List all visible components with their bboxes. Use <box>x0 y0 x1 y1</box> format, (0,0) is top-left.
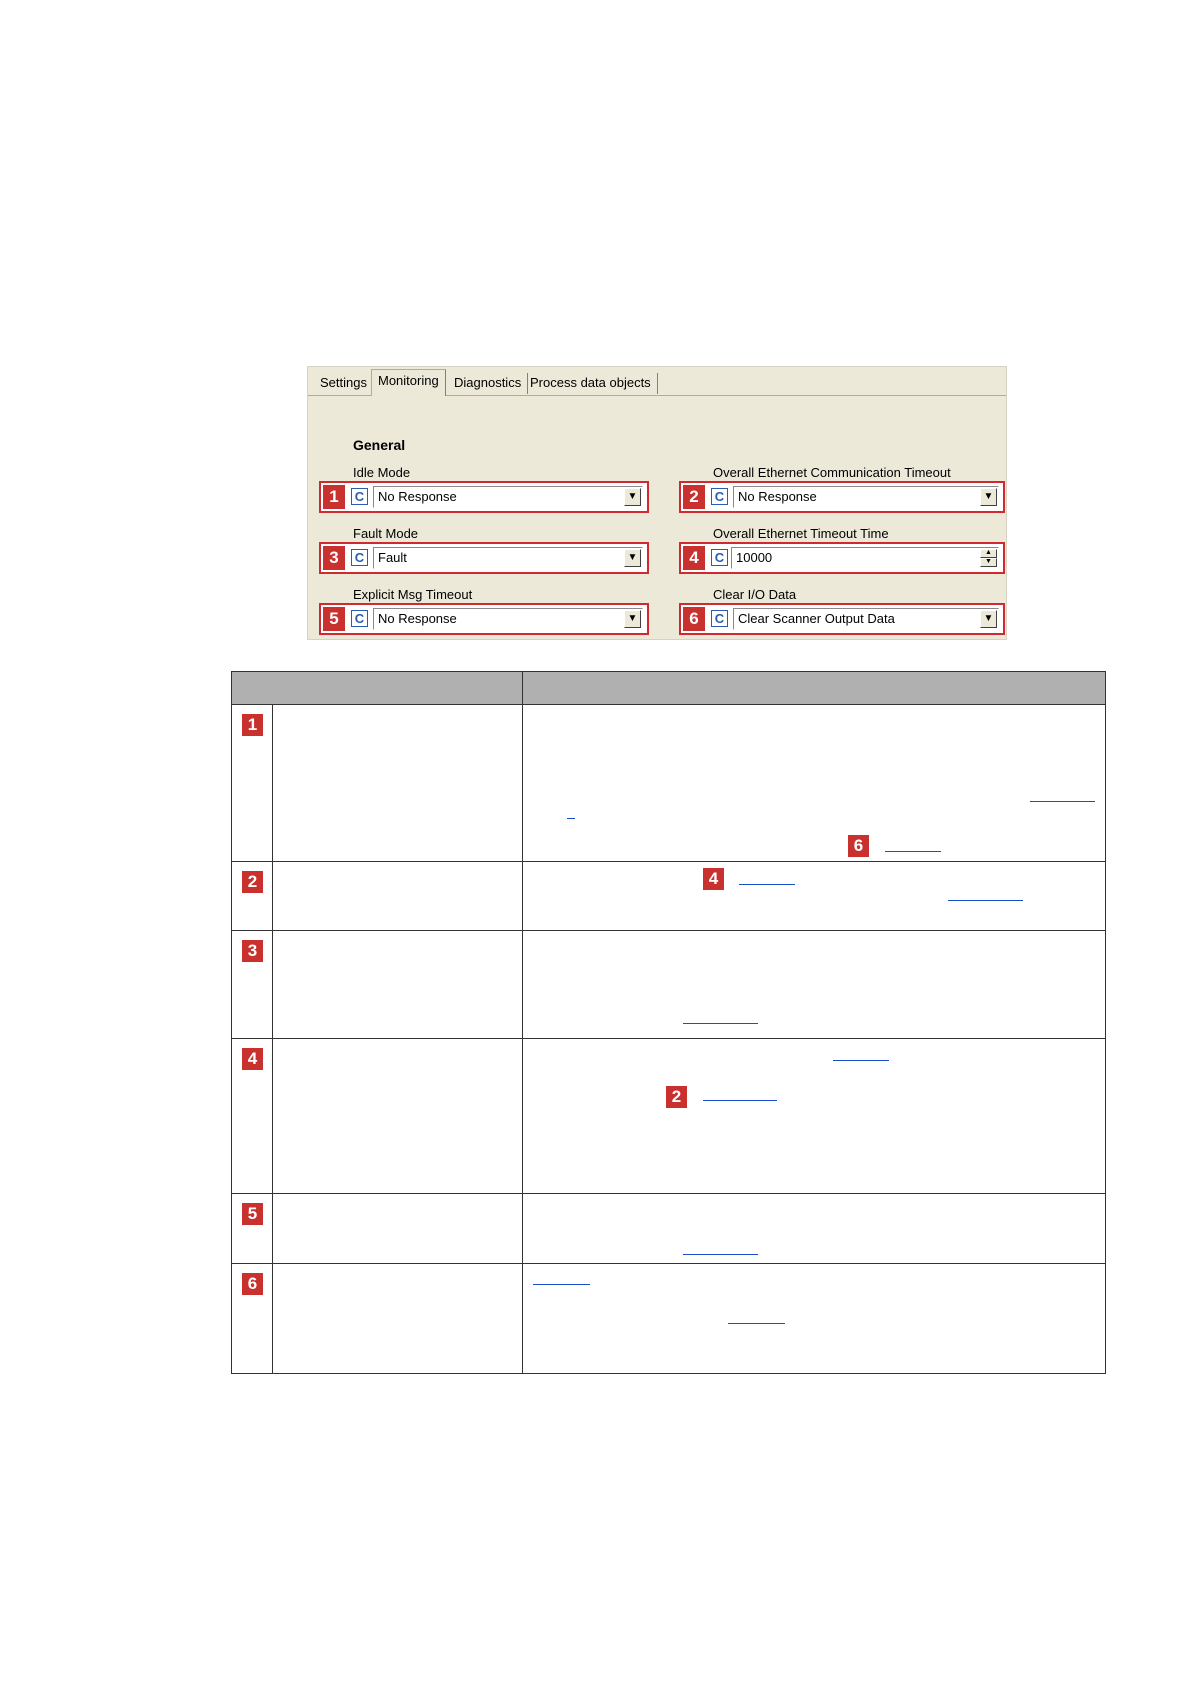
row-description-cell <box>523 1194 1106 1264</box>
table-row <box>232 1039 1106 1194</box>
description-table <box>231 671 1106 1374</box>
idle-mode-dropdown[interactable] <box>373 486 643 508</box>
table-header-cell <box>523 672 1106 705</box>
row-number-cell <box>232 931 273 1039</box>
overall-ethernet-timeout-time-field <box>679 542 1005 574</box>
explicit-msg-timeout-value: No Response <box>378 611 457 626</box>
explicit-msg-timeout-dropdown[interactable] <box>373 608 643 630</box>
row-description-cell <box>523 862 1106 931</box>
idle-mode-label: Idle Mode <box>353 465 411 480</box>
c-icon: C <box>711 488 728 505</box>
callout-badge: 3 <box>242 940 263 962</box>
c-icon: C <box>351 488 368 505</box>
row-number-cell <box>232 1264 273 1374</box>
callout-badge: 6 <box>242 1273 263 1295</box>
cross-reference-link[interactable] <box>885 851 941 852</box>
cross-reference-link[interactable] <box>533 1284 590 1285</box>
callout-badge: 6 <box>683 607 705 631</box>
overall-ethernet-communication-timeout-field <box>679 481 1005 513</box>
callout-badge: 6 <box>848 835 869 857</box>
row-name-cell <box>273 1264 523 1374</box>
callout-badge: 3 <box>323 546 345 570</box>
clear-io-data-dropdown[interactable] <box>733 608 999 630</box>
section-title: General <box>353 437 406 453</box>
row-description-cell <box>523 705 1106 862</box>
row-number-cell <box>232 1194 273 1264</box>
dropdown-arrow-icon[interactable]: ▼ <box>980 488 997 506</box>
row-description-cell <box>523 1039 1106 1194</box>
tab-diagnostics[interactable]: Diagnostics <box>448 373 528 394</box>
tab-monitoring[interactable]: Monitoring <box>371 369 446 396</box>
callout-badge: 2 <box>242 871 263 893</box>
idle-mode-field <box>319 481 649 513</box>
callout-badge: 4 <box>242 1048 263 1070</box>
row-name-cell <box>273 1039 523 1194</box>
callout-badge: 1 <box>323 485 345 509</box>
fault-mode-value: Fault <box>378 550 407 565</box>
cross-reference-link[interactable] <box>567 818 575 819</box>
overall-ethernet-communication-timeout-dropdown[interactable] <box>733 486 999 508</box>
idle-mode-value: No Response <box>378 489 457 504</box>
c-icon: C <box>711 610 728 627</box>
dropdown-arrow-icon[interactable]: ▼ <box>980 610 997 628</box>
cross-reference-link[interactable] <box>683 1254 758 1255</box>
spin-down-icon[interactable]: ▼ <box>980 558 997 567</box>
callout-badge: 2 <box>666 1086 687 1108</box>
monitoring-dialog <box>307 366 1007 640</box>
table-header-row <box>232 672 1106 705</box>
monitoring-tab-body <box>308 395 1006 639</box>
callout-badge: 4 <box>703 868 724 890</box>
table-row <box>232 862 1106 931</box>
tab-process-data-objects[interactable]: Process data objects <box>524 373 658 394</box>
spin-up-icon[interactable]: ▲ <box>980 549 997 558</box>
table-row <box>232 931 1106 1039</box>
table-row <box>232 705 1106 862</box>
cross-reference-link[interactable] <box>833 1060 889 1061</box>
cross-reference-link[interactable] <box>703 1100 777 1101</box>
overall-ethernet-timeout-time-value: 10000 <box>736 550 773 565</box>
cross-reference-link[interactable] <box>739 884 795 885</box>
c-icon: C <box>351 610 368 627</box>
dropdown-arrow-icon[interactable]: ▼ <box>624 549 641 567</box>
tab-strip <box>308 367 1006 396</box>
callout-badge: 4 <box>683 546 705 570</box>
explicit-msg-timeout-label: Explicit Msg Timeout <box>353 587 473 602</box>
fault-mode-dropdown[interactable] <box>373 547 643 569</box>
row-name-cell <box>273 1194 523 1264</box>
cross-reference-link[interactable] <box>728 1323 785 1324</box>
c-icon: C <box>351 549 368 566</box>
row-number-cell <box>232 862 273 931</box>
overall-ethernet-timeout-time-label: Overall Ethernet Timeout Time <box>713 526 889 541</box>
clear-io-data-value: Clear Scanner Output Data <box>738 611 895 626</box>
row-name-cell <box>273 931 523 1039</box>
overall-ethernet-timeout-time-input[interactable] <box>731 547 999 569</box>
table-header-cell <box>232 672 523 705</box>
table-row <box>232 1194 1106 1264</box>
overall-ethernet-communication-timeout-value: No Response <box>738 489 817 504</box>
cross-reference-link[interactable] <box>948 900 1023 901</box>
cross-reference-link[interactable] <box>1030 801 1095 802</box>
callout-badge: 1 <box>242 714 263 736</box>
callout-badge: 2 <box>683 485 705 509</box>
row-name-cell <box>273 862 523 931</box>
fault-mode-label: Fault Mode <box>353 526 419 541</box>
callout-badge: 5 <box>242 1203 263 1225</box>
table-row <box>232 1264 1106 1374</box>
explicit-msg-timeout-field <box>319 603 649 635</box>
row-description-cell <box>523 931 1106 1039</box>
spin-up-down-icon[interactable] <box>980 549 997 567</box>
overall-ethernet-communication-timeout-label: Overall Ethernet Communication Timeout <box>713 465 951 480</box>
c-icon: C <box>711 549 728 566</box>
dropdown-arrow-icon[interactable]: ▼ <box>624 488 641 506</box>
clear-io-data-label: Clear I/O Data <box>713 587 797 602</box>
clear-io-data-field <box>679 603 1005 635</box>
row-name-cell <box>273 705 523 862</box>
callout-badge: 5 <box>323 607 345 631</box>
tab-settings[interactable]: Settings <box>314 373 374 394</box>
fault-mode-field <box>319 542 649 574</box>
row-number-cell <box>232 1039 273 1194</box>
dropdown-arrow-icon[interactable]: ▼ <box>624 610 641 628</box>
row-description-cell <box>523 1264 1106 1374</box>
cross-reference-link[interactable] <box>683 1023 758 1024</box>
row-number-cell <box>232 705 273 862</box>
